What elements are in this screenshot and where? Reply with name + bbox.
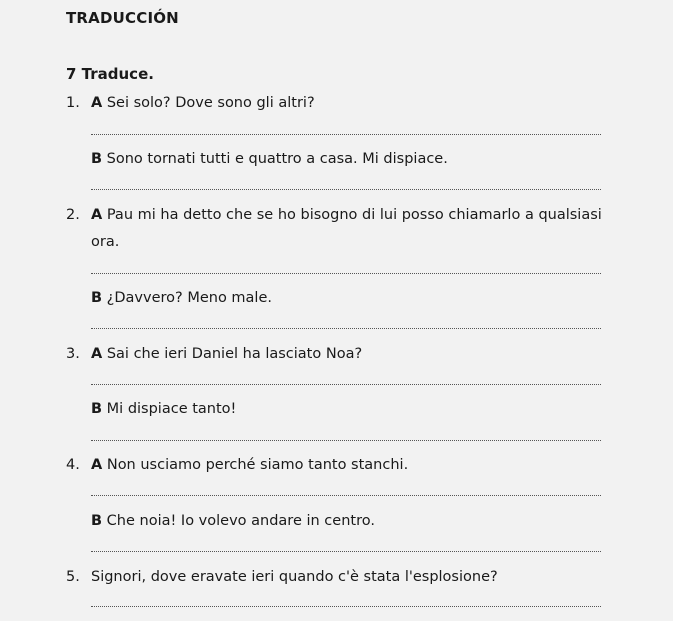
answer-line[interactable] [91,495,601,496]
item-number: 3. [66,346,80,362]
sentence [91,456,408,474]
sentence [91,94,315,112]
sentence-text: Pau mi ha detto che se ho bisogno di lui posso chiamarlo a qualsiasi [106,207,602,223]
answer-line[interactable] [91,551,601,552]
answer-line[interactable] [91,328,601,329]
sentence [91,150,448,168]
sentence-text: Non usciamo perché siamo tanto stanchi. [106,457,409,473]
exercise-title: 7 Traduce. [66,65,154,83]
answer-line[interactable] [91,189,601,190]
item-number: 1. [66,95,80,111]
sentence-text: Mi dispiace tanto! [106,401,237,417]
sentence [91,568,498,586]
speaker-label: A [91,95,103,111]
item-number: 2. [66,207,80,223]
section-title: TRADUCCIÓN [66,9,179,27]
speaker-label: A [91,346,103,362]
sentence-text: Sai che ieri Daniel ha lasciato Noa? [106,346,363,362]
sentence-text: Sei solo? Dove sono gli altri? [106,95,315,111]
speaker-label: B [91,401,103,417]
speaker-label: B [91,513,103,529]
sentence-continuation: ora. [91,234,120,250]
speaker-label: B [91,151,103,167]
sentence [91,345,362,363]
item-number: 4. [66,457,80,473]
speaker-label: B [91,290,103,306]
sentence-text: Che noia! Io volevo andare in centro. [106,513,375,529]
answer-line[interactable] [91,134,601,135]
item-number: 5. [66,569,80,585]
sentence-text: Sono tornati tutti e quattro a casa. Mi dispiace. [106,151,448,167]
sentence-text: Signori, dove eravate ieri quando c'è stata l'esplosione? [91,569,498,585]
sentence [91,512,375,530]
answer-line[interactable] [91,440,601,441]
sentence-text: ¿Davvero? Meno male. [106,290,272,306]
answer-line[interactable] [91,606,601,607]
sentence [91,289,272,307]
speaker-label: A [91,207,103,223]
sentence [91,400,236,418]
answer-line[interactable] [91,384,601,385]
answer-line[interactable] [91,273,601,274]
sentence [91,206,602,224]
speaker-label: A [91,457,103,473]
